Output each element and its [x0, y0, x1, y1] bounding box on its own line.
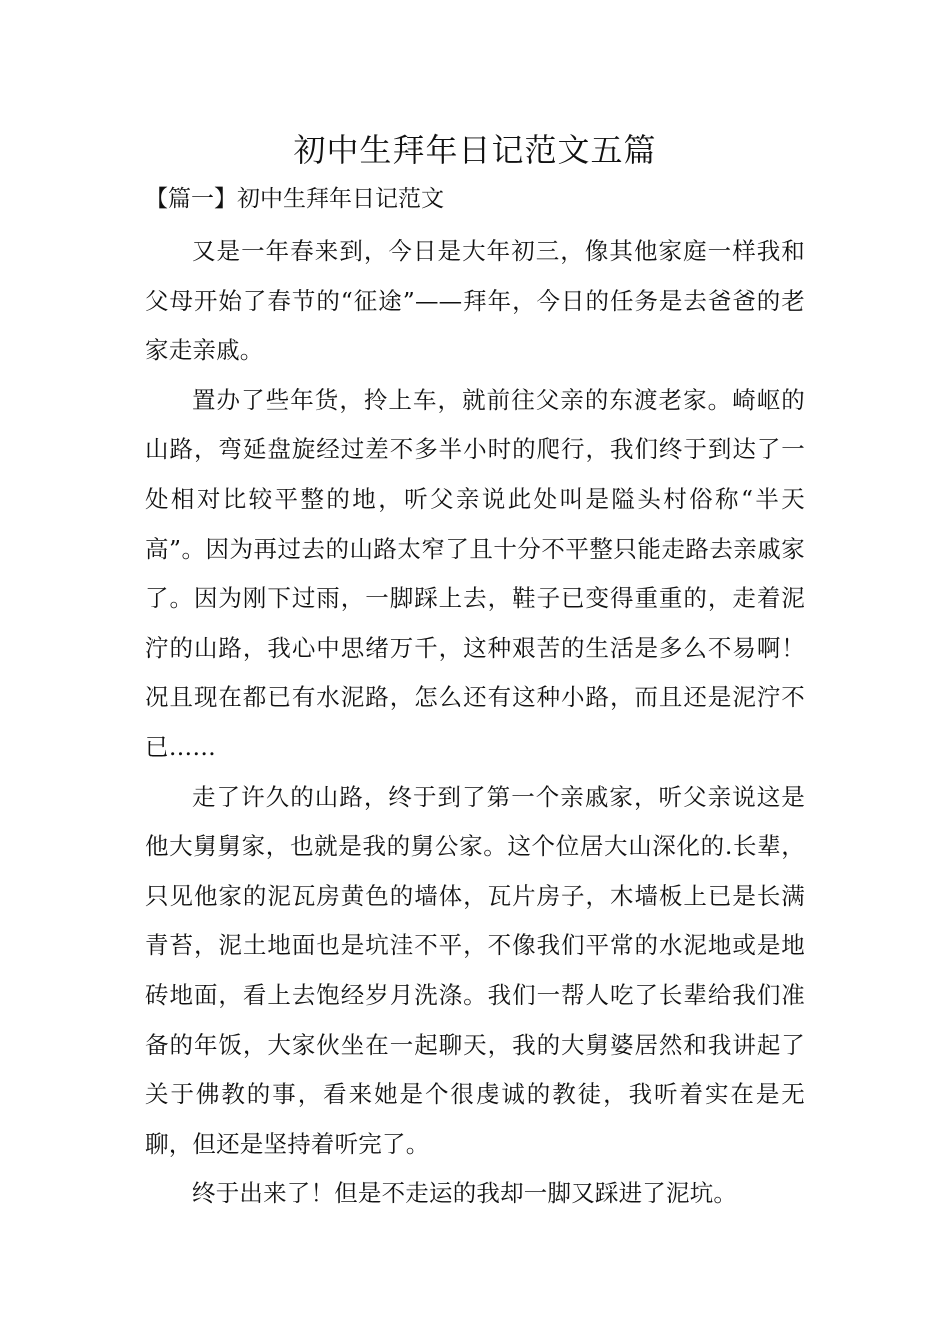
paragraph-1: 又是一年春来到，今日是大年初三，像其他家庭一样我和父母开始了春节的“征途”——拜年，今日的任务是去爸爸的老家走亲戚。	[145, 237, 805, 365]
paragraph-3: 走了许久的山路，终于到了第一个亲戚家，听父亲说这是他大舅舅家，也就是我的舅公家。这个位居大山深化的.长辈，只见他家的泥瓦房黄色的墙体，瓦片房子，木墙板上已是长满青苔，泥土地面也是坑洼不平，不像我们平常的水泥地或是地砖地面，看上去饱经岁月洗涤。我们一帮人吃了长辈给我们准备的年饭，大家伙坐在一起聊天，我的大舅婆居然和我讲起了关于佛教的事，看来她是个很虔诚的教徒，我听着实在是无聊，但还是坚持着听完了。	[145, 782, 805, 1158]
document-body	[145, 227, 805, 1219]
paragraph-4: 终于出来了！但是不走运的我却一脚又踩进了泥坑。	[192, 1179, 738, 1208]
document-title: 初中生拜年日记范文五篇	[293, 131, 657, 169]
section-heading: 【篇一】初中生拜年日记范文	[145, 186, 444, 212]
paragraph-2: 置办了些年货，拎上车，就前往父亲的东渡老家。崎岖的山路，弯延盘旋经过差不多半小时的爬行，我们终于到达了一处相对比较平整的地，听父亲说此处叫是隘头村俗称“半天高”。因为再过去的山路太窄了且十分不平整只能走路去亲戚家了。因为刚下过雨，一脚踩上去，鞋子已变得重重的，走着泥泞的山路，我心中思绪万千，这种艰苦的生活是多么不易啊！况且现在都已有水泥路，怎么还有这种小路，而且还是泥泞不已……	[145, 385, 805, 761]
